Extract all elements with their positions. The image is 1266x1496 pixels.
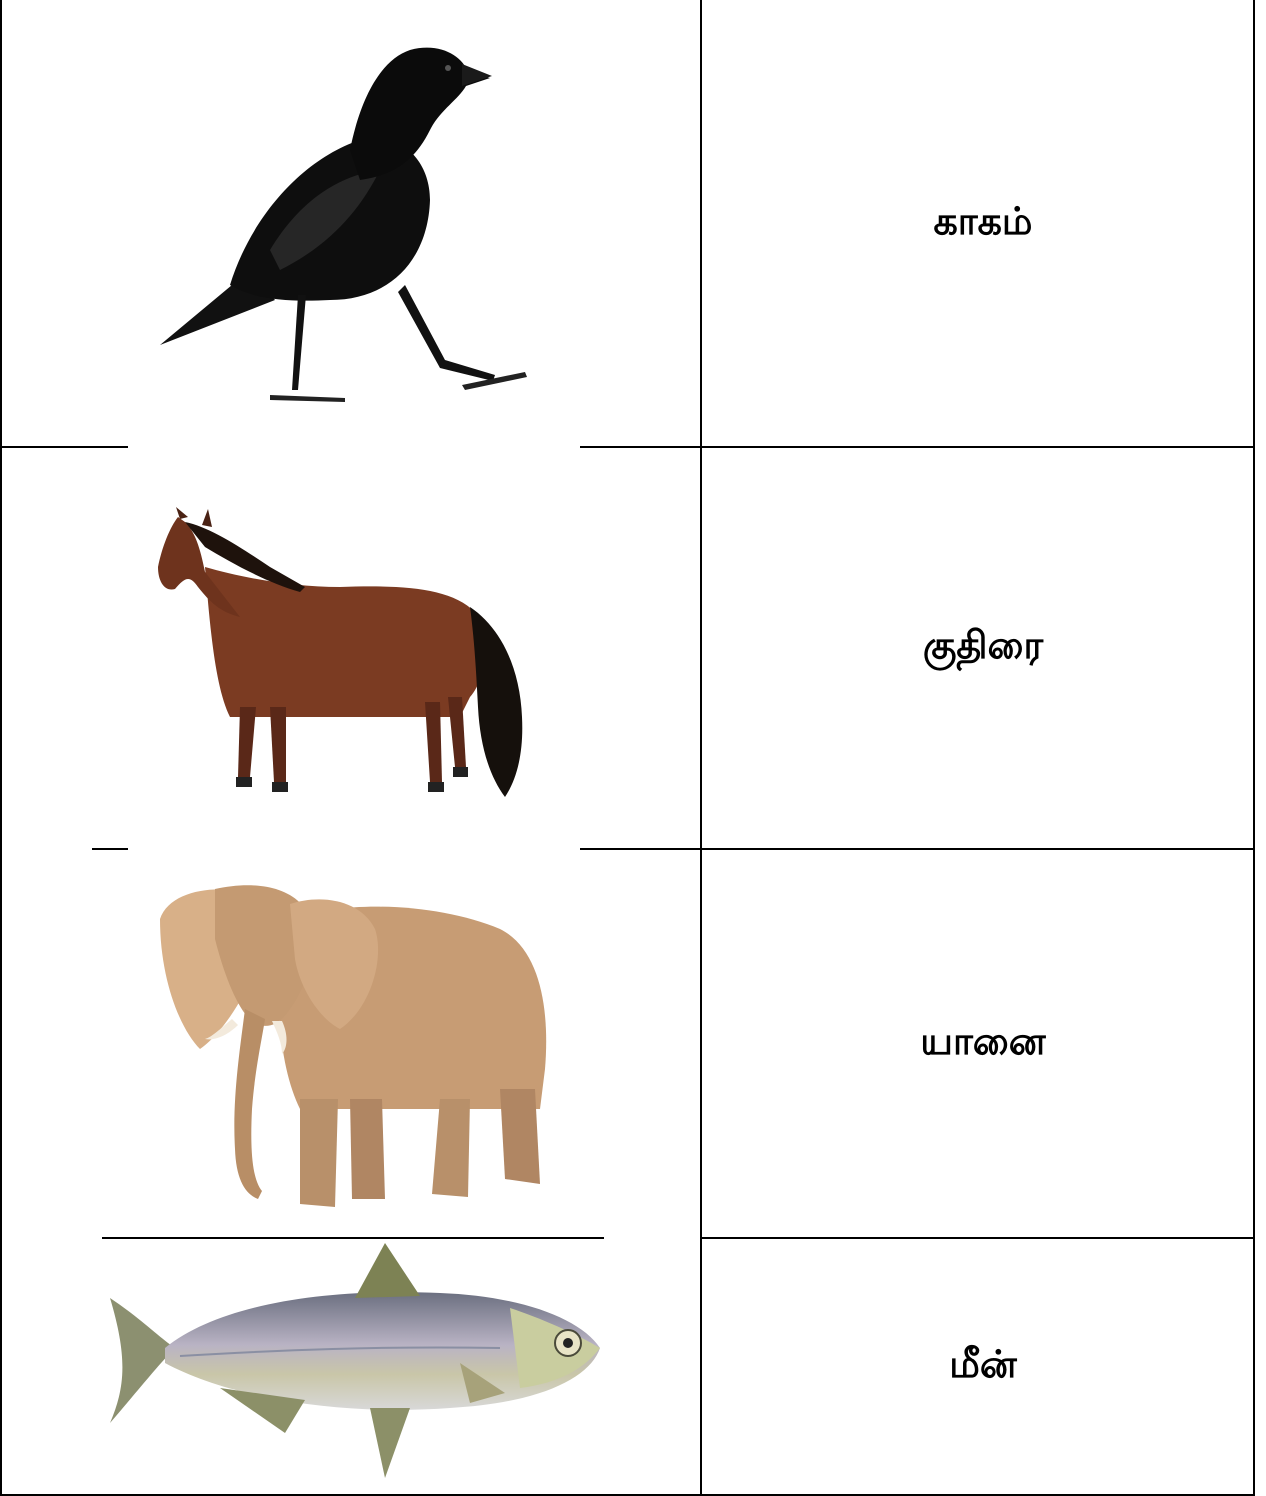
table-border-right xyxy=(1253,0,1255,1496)
table-border-left xyxy=(0,0,2,1496)
word-cell xyxy=(700,849,1266,1238)
fish-image xyxy=(0,1238,700,1496)
row-divider xyxy=(102,1237,604,1239)
word-cell xyxy=(700,1238,1266,1496)
word-label: காகம் xyxy=(933,198,1033,243)
row-divider xyxy=(700,1237,1255,1239)
picture-cell xyxy=(0,0,700,447)
picture-cell xyxy=(0,447,700,849)
word-label: குதிரை xyxy=(922,623,1044,667)
word-cell xyxy=(700,0,1266,447)
column-divider xyxy=(700,0,702,1496)
row-divider xyxy=(92,848,128,850)
picture-cell xyxy=(0,849,700,1238)
picture-cell xyxy=(0,1238,700,1496)
word-cell xyxy=(700,447,1266,849)
horse-image xyxy=(0,447,700,849)
table-row xyxy=(0,849,1266,1238)
row-divider xyxy=(580,446,1255,448)
row-divider xyxy=(580,848,1255,850)
word-label: யானை xyxy=(920,1018,1046,1063)
elephant-image xyxy=(0,849,700,1238)
row-divider xyxy=(0,446,128,448)
crow-image xyxy=(0,0,700,447)
table-row xyxy=(0,1238,1266,1496)
word-label: மீன் xyxy=(949,1342,1017,1386)
table-row xyxy=(0,447,1266,849)
table-row xyxy=(0,0,1266,447)
